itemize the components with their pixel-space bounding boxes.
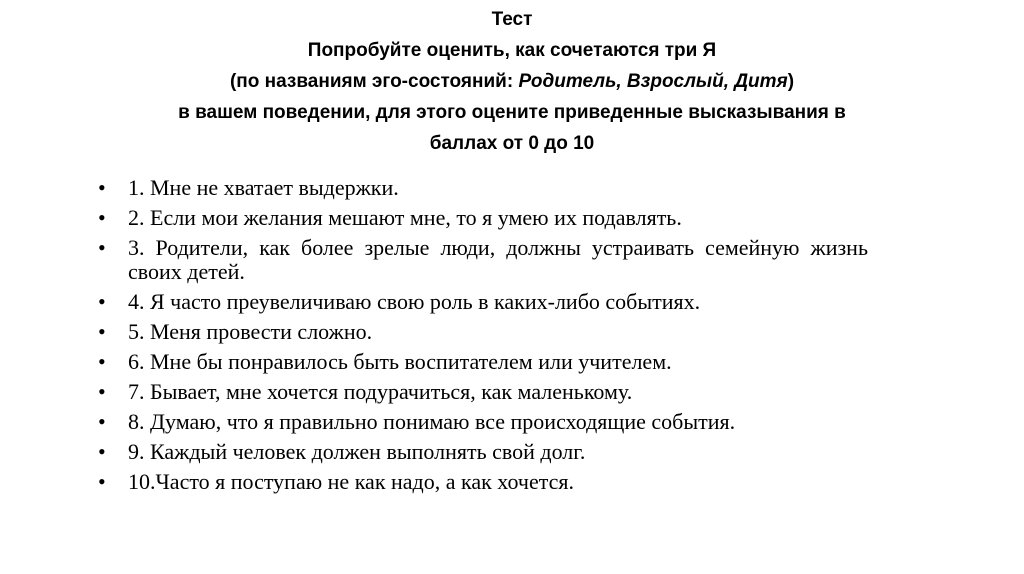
bullet-icon: • — [98, 235, 106, 260]
title-scale: баллах от 0 до 10 — [429, 133, 595, 154]
bullet-icon: • — [98, 319, 106, 344]
statement-text: 7. Бывает, мне хочется подурачиться, как маленькому. — [128, 379, 633, 404]
bullet-icon: • — [98, 469, 106, 494]
statement-text: 4. Я часто преувеличиваю свою роль в каких-либо событиях. — [128, 289, 701, 314]
statement-item — [98, 470, 868, 494]
statement-text: 1. Мне не хватает выдержки. — [128, 175, 399, 200]
statement-list — [98, 176, 868, 500]
statement-item — [98, 440, 868, 464]
title-ego-prefix: (по названиям эго-состояний: — [229, 71, 519, 92]
statement-text: 5. Меня провести сложно. — [128, 319, 373, 344]
title-ego-states — [60, 66, 964, 97]
title-heading: Тест — [491, 9, 533, 30]
statement-item — [98, 380, 868, 404]
statement-text: 9. Каждый человек должен выполнять свой долг. — [128, 439, 586, 464]
statement-item — [98, 206, 868, 230]
statement-text: 2. Если мои желания мешают мне, то я умею их подавлять. — [128, 205, 682, 230]
statement-text: 10.Часто я поступаю не как надо, а как хочется. — [128, 469, 574, 494]
bullet-icon: • — [98, 289, 106, 314]
statement-item — [98, 176, 868, 200]
bullet-icon: • — [98, 175, 106, 200]
statement-text: 3. Родители, как более зрелые люди, должны устраивать семейную жизнь своих детей. — [128, 235, 868, 284]
statement-text: 6. Мне бы понравилось быть воспитателем или учителем. — [128, 349, 672, 374]
title-ego-names: Родитель, Взрослый, Дитя — [518, 71, 788, 92]
slide-title — [60, 4, 964, 159]
bullet-icon: • — [98, 409, 106, 434]
title-instruction-cont: в вашем поведении, для этого оцените приведенные высказывания в — [178, 102, 846, 123]
title-ego-suffix: ) — [787, 71, 795, 92]
bullet-icon: • — [98, 349, 106, 374]
bullet-icon: • — [98, 379, 106, 404]
statement-item — [98, 410, 868, 434]
bullet-icon: • — [98, 439, 106, 464]
bullet-icon: • — [98, 205, 106, 230]
statement-item — [98, 290, 868, 314]
statement-item — [98, 350, 868, 374]
statement-item — [98, 236, 868, 284]
statement-text: 8. Думаю, что я правильно понимаю все происходящие события. — [128, 409, 736, 434]
statement-item — [98, 320, 868, 344]
title-instruction: Попробуйте оценить, как сочетаются три Я — [307, 40, 717, 61]
